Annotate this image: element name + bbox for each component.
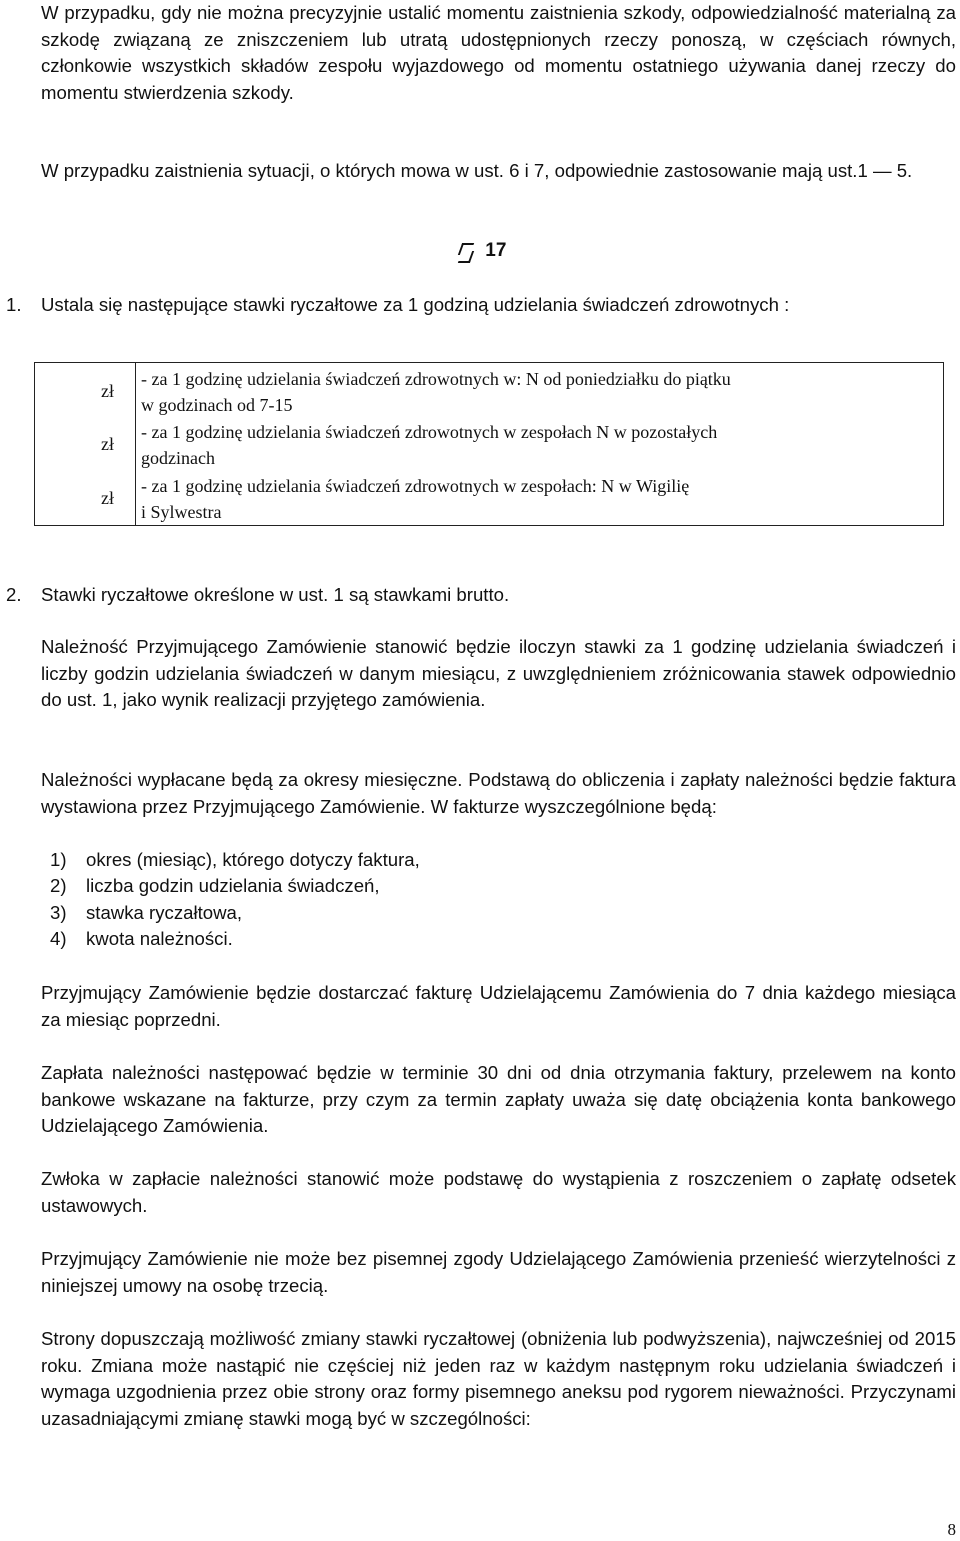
list-item	[50, 847, 420, 874]
rates-table	[34, 362, 944, 526]
clause-number	[6, 1246, 41, 1273]
clause-number	[6, 634, 41, 661]
paragraph-text: W przypadku, gdy nie można precyzyjnie ustalić momentu zaistnienia szkody, odpowiedzialność materialną za szkodę związaną ze zniszczeniem lub utratą udostępnionych rzeczy ponoszą, w częściach równych, członkowie wszystkich składów zespołu wyjazdowego od momentu ostatniego używania danej rzeczy do momentu stwierdzenia szkody.	[41, 2, 956, 103]
clause-number: 1.	[6, 294, 22, 315]
list-text: liczba godzin udzielania świadczeń,	[86, 875, 380, 896]
rate-line: - za 1 godzinę udzielania świadczeń zdrowotnych w: N od poniedziałku do piątku	[141, 369, 731, 389]
clause-text: Przyjmujący Zamówienie będzie dostarczać fakturę Udzielającemu Zamówienia do 7 dnia każdego miesiąca za miesiąc poprzedni.	[41, 982, 956, 1030]
clause-6	[6, 1060, 956, 1140]
clause-text: Zwłoka w zapłacie należności stanowić może podstawę do wystąpienia z roszczeniem o zapłatę odsetek ustawowych.	[41, 1168, 956, 1216]
currency-cell: zł	[101, 434, 114, 454]
rate-description	[141, 474, 931, 525]
list-item	[50, 900, 242, 927]
clause-number	[6, 980, 41, 1007]
paragraph-8	[6, 158, 956, 185]
paragraph-7	[6, 0, 956, 106]
clause-text: Należność Przyjmującego Zamówienie stanowić będzie iloczyn stawki za 1 godzinę udzielania świadczeń i liczby godzin udzielania świadczeń w danym miesiącu, z uwzględnieniem zróżnicowania stawek odpowiednio do ust. 1, jako wynik realizacji przyjętego zamówienia.	[41, 636, 956, 710]
rate-description	[141, 420, 931, 471]
rate-line: - za 1 godzinę udzielania świadczeń zdrowotnych w zespołach N w pozostałych	[141, 422, 718, 442]
clause-number	[6, 1060, 41, 1087]
list-item	[50, 873, 380, 900]
clause-text: Należności wypłacane będą za okresy miesięczne. Podstawą do obliczenia i zapłaty należności będzie faktura wystawiona przez Przyjmującego Zamówienie. W fakturze wyszczególnione będą:	[41, 769, 956, 817]
rate-line: godzinach	[141, 447, 215, 468]
clause-8	[6, 1246, 956, 1299]
list-number: 4)	[50, 928, 67, 949]
rate-line: w godzinach od 7-15	[141, 394, 293, 415]
paragraph-text: W przypadku zaistnienia sytuacji, o których mowa w ust. 6 i 7, odpowiednie zastosowanie mają ust.1 — 5.	[41, 160, 913, 181]
clause-text: Zapłata należności następować będzie w terminie 30 dni od dnia otrzymania faktury, przelewem na konto bankowe wskazane na fakturze, przy czym za termin zapłaty uważa się datę obciążenia konta bankowego Udzielającego Zamówienia.	[41, 1062, 956, 1136]
list-number: 1)	[50, 849, 67, 870]
clause-number	[6, 1166, 41, 1193]
clause-text: Ustala się następujące stawki ryczałtowe za 1 godziną udzielania świadczeń zdrowotnych :	[41, 294, 790, 315]
paragraph-number	[6, 158, 41, 185]
clause-text: Strony dopuszczają możliwość zmiany stawki ryczałtowej (obniżenia lub podwyższenia), najwcześniej od 2015 roku. Zmiana może nastąpić nie częściej niż jeden raz w każdym następnym roku udzielania świadczeń i wymaga uzgodnienia przez obie strony oraz formy pisemnego aneksu pod rygorem nieważności. Przyczynami uzasadniającymi zmianę stawki mogą być w szczególności:	[41, 1328, 956, 1429]
clause-number	[6, 1326, 41, 1353]
currency-cell: zł	[101, 381, 114, 401]
paragraph-number	[6, 0, 41, 27]
rate-line: - za 1 godzinę udzielania świadczeń zdrowotnych w zespołach: N w Wigilię	[141, 476, 690, 496]
page-number: 8	[947, 1520, 956, 1539]
currency-cell: zł	[101, 488, 114, 508]
list-item	[50, 926, 233, 953]
list-text: okres (miesiąc), którego dotyczy faktura,	[86, 849, 420, 870]
rate-line: i Sylwestra	[141, 501, 222, 522]
clause-3	[6, 634, 956, 714]
clause-5	[6, 980, 956, 1033]
list-text: stawka ryczałtowa,	[86, 902, 243, 923]
rate-description	[141, 367, 931, 418]
clause-text: Stawki ryczałtowe określone w ust. 1 są stawkami brutto.	[41, 584, 510, 605]
clause-1	[6, 292, 956, 319]
clause-text: Przyjmujący Zamówienie nie może bez pisemnej zgody Udzielającego Zamówienia przenieść wierzytelności z niniejszej umowy na osobę trzecią.	[41, 1248, 956, 1296]
table-divider	[135, 363, 136, 525]
clause-number	[6, 767, 41, 794]
clause-7	[6, 1166, 956, 1219]
list-number: 3)	[50, 902, 67, 923]
section-number: 17	[485, 240, 507, 261]
section-heading	[458, 238, 506, 265]
list-text: kwota należności.	[86, 928, 233, 949]
clause-2	[6, 582, 956, 609]
section-sign-icon	[458, 239, 480, 263]
list-number: 2)	[50, 875, 67, 896]
clause-9	[6, 1326, 956, 1432]
clause-4	[6, 767, 956, 820]
clause-number: 2.	[6, 584, 22, 605]
